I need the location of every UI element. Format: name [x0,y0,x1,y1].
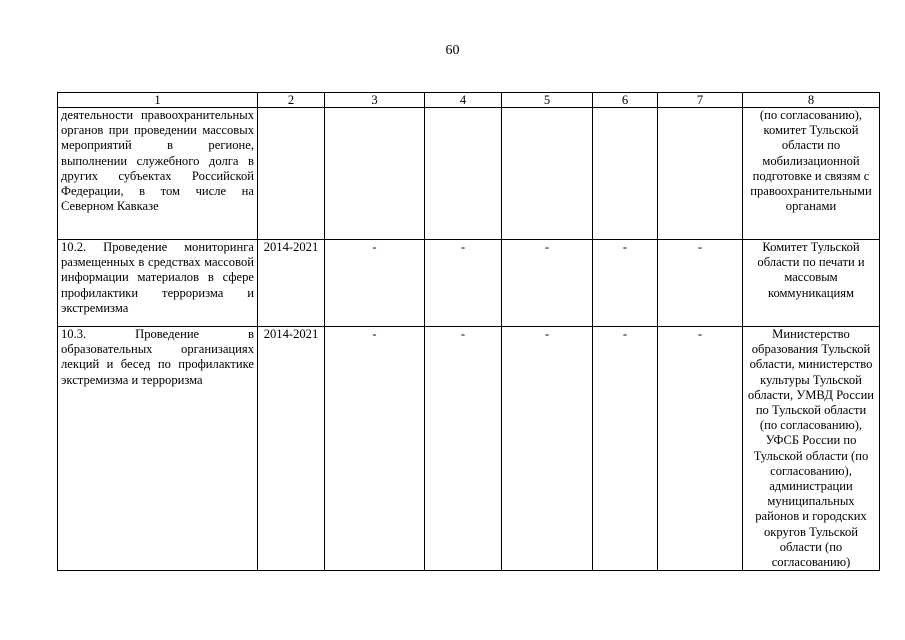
table-cell: - [658,327,743,571]
header-col-8: 8 [743,93,880,108]
header-col-3: 3 [325,93,425,108]
header-row [58,93,880,108]
responsible-cell: Министерство образования Тульской области, министерство культуры Тульской области, УМВД России по Тульской области (по согласованию), УФСБ России по Тульской области (по согласованию), администрации муниципальных районов и городских округов Тульской области (по согласованию) [743,327,880,571]
table-cell: - [325,327,425,571]
table-cell: - [325,240,425,327]
table-cell: - [658,240,743,327]
period-cell [258,108,325,240]
header-col-4: 4 [425,93,502,108]
page-number: 60 [445,43,460,58]
table-row [58,327,880,571]
period-cell: 2014-2021 [258,240,325,327]
table-cell [658,108,743,240]
header-col-6: 6 [593,93,658,108]
plan-table [57,92,880,571]
table-cell: - [425,327,502,571]
period-cell: 2014-2021 [258,327,325,571]
activity-cell: 10.3. Проведение в образовательных организациях лекций и бесед по профилактике экстремизма и терроризма [58,327,258,571]
table-cell: - [593,240,658,327]
table-row [58,240,880,327]
header-col-7: 7 [658,93,743,108]
table-cell: - [593,327,658,571]
table-cell: - [502,240,593,327]
responsible-cell: (по согласованию), комитет Тульской области по мобилизационной подготовке и связям с правоохранительными органами [743,108,880,240]
table-cell [325,108,425,240]
table-cell: - [502,327,593,571]
header-col-2: 2 [258,93,325,108]
activity-cell: деятельности правоохранительных органов при проведении массовых мероприятий в регионе, выполнении служебного долга в других субъектах Российской Федерации, в том числе на Северном Кавказе [58,108,258,240]
table-cell [593,108,658,240]
responsible-cell: Комитет Тульской области по печати и массовым коммуникациям [743,240,880,327]
table-cell: - [425,240,502,327]
table-cell [425,108,502,240]
header-col-1: 1 [58,93,258,108]
table-row [58,108,880,240]
header-col-5: 5 [502,93,593,108]
activity-cell: 10.2. Проведение мониторинга размещенных в средствах массовой информации материалов в сфере профилактики терроризма и экстремизма [58,240,258,327]
table-cell [502,108,593,240]
